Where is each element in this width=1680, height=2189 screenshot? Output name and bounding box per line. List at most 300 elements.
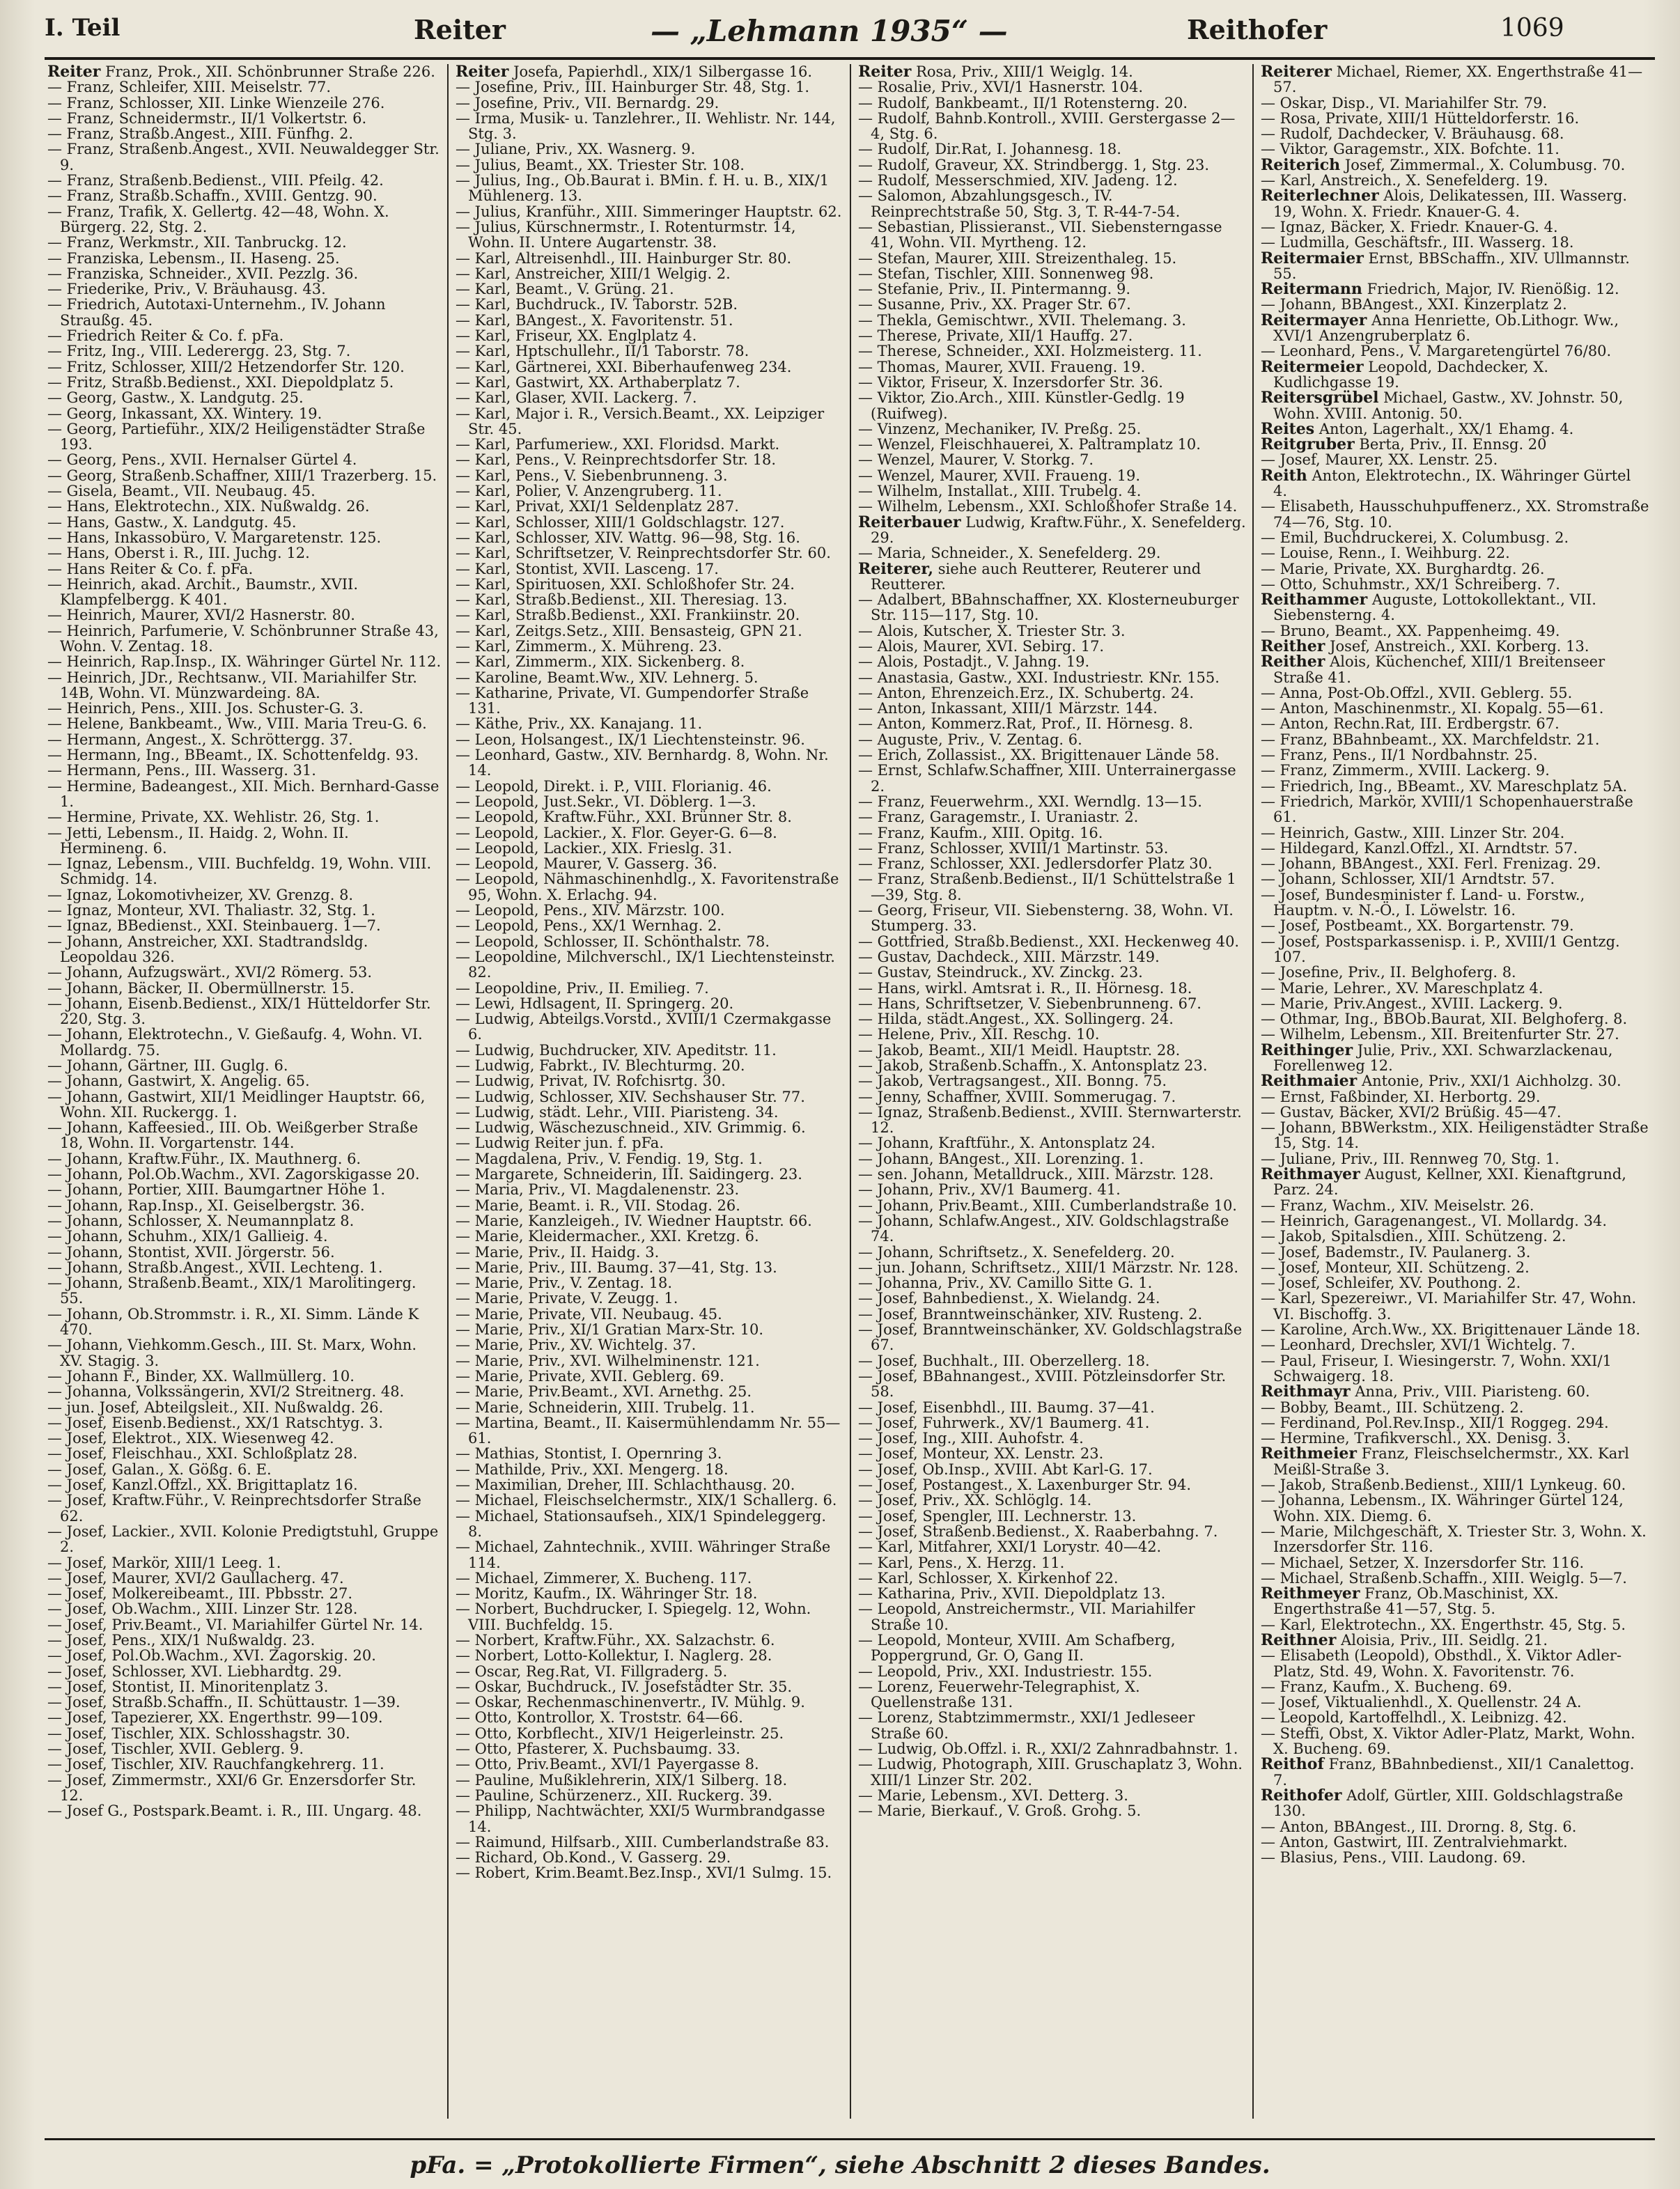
directory-entry: — Marie, Kleidermacher., XXI. Kretzg. 6. [456, 1228, 759, 1245]
directory-entry: — Johann, BBAngest., XXI. Kinzerplatz 2. [1261, 296, 1567, 313]
directory-entry: Reiterlechner Alois, Delikatessen, III. Wasserg. 19, Wohn. X. Friedr. Knauer-G. 4. [1261, 187, 1628, 220]
directory-entry: — Leonhard, Gastw., XIV. Bernhardg. 8, Wohn. Nr. 14. [456, 747, 829, 779]
directory-entry: — Friedrich Reiter & Co. f. pFa. [47, 327, 284, 345]
directory-entry: — Marie, Milchgeschäft, X. Triester Str. 3, Wohn. X. Inzersdorfer Str. 116. [1261, 1522, 1647, 1556]
directory-entry: — Gustav, Dachdeck., XIII. Märzstr. 149. [858, 948, 1160, 965]
directory-entry: Reitermaier Ernst, BBSchaffn., XIV. Ullmannstr. 55. [1261, 249, 1630, 282]
directory-entry: — Josef, Eisenb.Bedienst., XX/1 Ratschtyg. 3. [47, 1414, 383, 1431]
page-header [45, 10, 1655, 50]
directory-entry: — Karl, Schlosser, XIII/1 Goldschlagstr. 127. [456, 513, 785, 531]
directory-entry: — Josef, Maurer, XVI/2 Gaullacherg. 47. [47, 1569, 344, 1587]
directory-entry: — Josef, Galan., X. Gößg. 6. E. [47, 1460, 272, 1478]
directory-entry: — Josefine, Priv., VII. Bernardg. 29. [456, 94, 720, 111]
directory-entry: Reithmayr Anna, Priv., VIII. Piaristeng. 60. [1261, 1382, 1590, 1401]
directory-entry: — Bobby, Beamt., III. Schützeng. 2. [1261, 1399, 1524, 1416]
directory-entry: — Anton, Gastwirt, III. Zentralviehmarkt. [1261, 1833, 1568, 1851]
directory-entry: — Johann, BAngest., XII. Lorenzing. 1. [858, 1150, 1144, 1167]
directory-entry: — Josef, Straßenb.Bedienst., X. Raaberbahng. 7. [858, 1522, 1218, 1540]
directory-entry: — Irma, Musik- u. Tanzlehrer., II. Wehlistr. Nr. 144, Stg. 3. [456, 109, 836, 143]
directory-entry: — Josef, Branntweinschänker, XIV. Rusteng. 2. [858, 1305, 1203, 1323]
directory-entry: — Marie, Priv., XVI. Wilhelminenstr. 121. [456, 1352, 760, 1369]
part-label: I. Teil [45, 14, 120, 42]
directory-entry: — Josef, Fuhrwerk., XV/1 Baumerg. 41. [858, 1414, 1150, 1431]
directory-entry: — Josef, Priv.Beamt., VI. Mariahilfer Gürtel Nr. 14. [47, 1616, 423, 1633]
directory-entry: — Johann, Priv.Beamt., XIII. Cumberlandstraße 10. [858, 1197, 1237, 1214]
directory-entry: — Josef, Pol.Ob.Wachm., XVI. Zagorskig. 20. [47, 1647, 376, 1665]
directory-entry: — Friederike, Priv., V. Bräuhausg. 43. [47, 281, 326, 298]
directory-entry: — Anton, Rechn.Rat, III. Erdbergstr. 67. [1261, 715, 1560, 733]
directory-entry: — Josef, Buchhalt., III. Oberzellerg. 18. [858, 1352, 1150, 1369]
directory-entry: — Vinzenz, Mechaniker, IV. Preßg. 25. [858, 420, 1142, 437]
directory-entry: — Leopold, Kraftw.Führ., XXI. Brünner Str. 8. [456, 809, 792, 826]
directory-entry: — Karl, Friseur, XX. Englplatz 4. [456, 327, 697, 345]
directory-entry: — Karoline, Beamt.Ww., XIV. Lehnerg. 5. [456, 669, 759, 686]
directory-entry: — Elisabeth (Leopold), Obsthdl., X. Viktor Adler-Platz, Std. 49, Wohn. X. Favoritenstr. 76. [1261, 1647, 1622, 1680]
directory-entry: — Oskar, Rechenmaschinenvertr., IV. Mühlg. 9. [456, 1694, 805, 1711]
directory-entry: — Georg, Pens., XVII. Hernalser Gürtel 4. [47, 451, 357, 469]
directory-entry: — Georg, Partieführ., XIX/2 Heiligenstädter Straße 193. [47, 420, 426, 453]
directory-entry: — Marie, Priv.Angest., XVIII. Lackerg. 9. [1261, 995, 1563, 1012]
entry-columns [45, 64, 1655, 2119]
directory-entry: — Johann, Gärtner, III. Guglg. 6. [47, 1057, 288, 1074]
directory-entry: — Josef, Molkereibeamt., III. Pbbsstr. 27. [47, 1585, 353, 1603]
directory-entry: — Josef, Pens., XIX/1 Nußwaldg. 23. [47, 1631, 316, 1649]
directory-entry: — Richard, Ob.Kond., V. Gasserg. 29. [456, 1849, 731, 1867]
directory-entry: — Karl, Schlosser, XIV. Wattg. 96—98, Stg. 16. [456, 529, 800, 546]
directory-entry: — Auguste, Priv., V. Zentag. 6. [858, 731, 1082, 748]
directory-entry: — Rudolf, Dachdecker, V. Bräuhausg. 68. [1261, 125, 1564, 143]
directory-entry: — Franziska, Schneider., XVII. Pezzlg. 36. [47, 265, 359, 282]
directory-entry: — Karl, Stontist, XVII. Lasceng. 17. [456, 560, 719, 577]
directory-entry: — Johann, Eisenb.Bedienst., XIX/1 Hütteldorfer Str. 220, Stg. 3. [47, 995, 431, 1028]
directory-entry: — sen. Johann, Metalldruck., XIII. Märzstr. 128. [858, 1166, 1214, 1183]
directory-entry: — Karl, Zeitgs.Setz., XIII. Bensasteig, GPN 21. [456, 622, 802, 639]
directory-entry: Reiterich Josef, Zimmermal., X. Columbusg. 70. [1261, 155, 1626, 174]
directory-entry: — Juliane, Priv., III. Rennweg 70, Stg. 1. [1261, 1150, 1560, 1167]
directory-entry: — Oscar, Reg.Rat, VI. Fillgraderg. 5. [456, 1662, 728, 1680]
directory-entry: — Karl, Parfumeriew., XXI. Floridsd. Markt. [456, 436, 780, 453]
directory-entry: Reitermann Friedrich, Major, IV. Rienößig. 12. [1261, 280, 1619, 299]
directory-entry: — Elisabeth, Hausschuhpuffenerz., XX. Stromstraße 74—76, Stg. 10. [1261, 498, 1649, 531]
directory-entry: — Josef, Ing., XIII. Auhofstr. 4. [858, 1430, 1084, 1447]
directory-entry: — Karl, Zimmerm., X. Mühreng. 23. [456, 637, 722, 655]
directory-entry: — Johann, Elektrotechn., V. Gießaufg. 4, Wohn. VI. Mollardg. 75. [47, 1026, 423, 1059]
directory-entry: — Helene, Bankbeamt., Ww., VIII. Maria Treu-G. 6. [47, 715, 427, 733]
directory-entry: — Emil, Buchdruckerei, X. Columbusg. 2. [1261, 529, 1569, 546]
directory-entry: — Michael, Zahntechnik., XVIII. Währinger Straße 114. [456, 1538, 831, 1571]
directory-entry: — Hermann, Pens., III. Wasserg. 31. [47, 762, 316, 779]
directory-entry: Reithmayer August, Kellner, XXI. Kienaftgrund, Parz. 24. [1261, 1165, 1626, 1199]
directory-entry: — Susanne, Priv., XX. Prager Str. 67. [858, 296, 1131, 313]
directory-entry: — Thomas, Maurer, XVII. Fraueng. 19. [858, 358, 1146, 375]
directory-entry: — Hildegard, Kanzl.Offzl., XI. Arndtstr. 57. [1261, 839, 1578, 857]
directory-entry: — jun. Johann, Schriftsetz., XIII/1 Märzstr. Nr. 128. [858, 1259, 1239, 1276]
directory-entry: — Sebastian, Plissieranst., VII. Siebensterngasse 41, Wohn. VII. Myrtheng. 12. [858, 218, 1222, 251]
directory-entry: — Josef, Straßb.Schaffn., II. Schüttaustr. 1—39. [47, 1694, 400, 1711]
directory-entry: — Wenzel, Fleischhauerei, X. Paltramplatz 10. [858, 436, 1201, 453]
directory-entry: — Steffi, Obst, X. Viktor Adler-Platz, Markt, Wohn. X. Bucheng. 69. [1261, 1724, 1635, 1758]
directory-entry: — Rudolf, Dir.Rat, I. Johannesg. 18. [858, 141, 1121, 158]
directory-entry: — Karl, Straßb.Bedienst., XII. Theresiag. 13. [456, 591, 788, 609]
directory-entry: Reithner Aloisia, Priv., III. Seidlg. 21. [1261, 1630, 1548, 1649]
directory-entry: — Karl, Mitfahrer, XXI/1 Lorystr. 40—42. [858, 1538, 1162, 1556]
directory-entry: — Karl, Spirituosen, XXI. Schloßhofer Str. 24. [456, 575, 795, 593]
directory-entry: — Johann, Schlosser, X. Neumannplatz 8. [47, 1212, 355, 1229]
directory-entry: — Johann, Ob.Strommstr. i. R., XI. Simm. Lände K 470. [47, 1305, 419, 1339]
directory-entry: — Wilhelm, Lebensm., XII. Breitenfurter Str. 27. [1261, 1026, 1619, 1043]
directory-entry: — Hans, Schriftsetzer, V. Siebenbrunneng. 67. [858, 995, 1201, 1012]
directory-entry: — Johanna, Volkssängerin, XVI/2 Streitnerg. 48. [47, 1383, 405, 1401]
directory-entry: — Mathilde, Priv., XXI. Mengerg. 18. [456, 1460, 729, 1478]
directory-entry: — Josef, Spengler, III. Lechnerstr. 13. [858, 1507, 1137, 1525]
directory-entry: — Ludmilla, Geschäftsfr., III. Wasserg. 18. [1261, 234, 1574, 251]
directory-entry: — Jakob, Beamt., XII/1 Meidl. Hauptstr. 28. [858, 1041, 1181, 1059]
directory-entry: — Leopold, Monteur, XVIII. Am Schafberg, Poppergrund, Gr. O, Gang II. [858, 1631, 1176, 1665]
directory-entry: — Blasius, Pens., VIII. Laudong. 69. [1261, 1849, 1526, 1867]
directory-entry: — Josef, Tapezierer, XX. Engerthstr. 99—109. [47, 1709, 383, 1727]
directory-entry: — Georg, Gastw., X. Landgutg. 25. [47, 389, 304, 407]
directory-entry: — Oskar, Buchdruck., IV. Josefstädter Str. 35. [456, 1678, 792, 1695]
directory-entry: — Karl, Major i. R., Versich.Beamt., XX. Leipziger Str. 45. [456, 405, 825, 437]
directory-entry: — Wenzel, Maurer, V. Storkg. 7. [858, 451, 1094, 469]
directory-entry: — Karl, Polier, V. Anzengruberg. 11. [456, 483, 722, 500]
directory-entry: — Johann, Gastwirt, XII/1 Meidlinger Hauptstr. 66, Wohn. XII. Ruckergg. 1. [47, 1088, 426, 1121]
directory-entry: — Karl, BAngest., X. Favoritenstr. 51. [456, 311, 733, 329]
directory-entry: — Johann, Kaffeesied., III. Ob. Weißgerber Straße 18, Wohn. II. Vorgartenstr. 144. [47, 1119, 419, 1152]
directory-entry: — Josef, Elektrot., XIX. Wiesenweg 42. [47, 1430, 334, 1447]
directory-entry: — Jakob, Spitalsdien., XIII. Schützeng. 2. [1261, 1228, 1566, 1245]
directory-entry: Reitersgrübel Michael, Gastw., XV. Johnstr. 50, Wohn. XVIII. Antonig. 50. [1261, 389, 1624, 422]
directory-entry: Reiter Josefa, Papierhdl., XIX/1 Silbergasse 16. [456, 64, 813, 81]
directory-entry: — Heinrich, Garagenangest., VI. Mollardg. 34. [1261, 1212, 1608, 1229]
directory-entry: — Johann, Pol.Ob.Wachm., XVI. Zagorskigasse 20. [47, 1166, 420, 1183]
directory-entry: — Ludwig, Privat, IV. Rofchisrtg. 30. [456, 1073, 726, 1090]
directory-entry: — Hermine, Trafikverschl., XX. Denisg. 3. [1261, 1430, 1571, 1447]
directory-entry: — Ignaz, Bäcker, X. Friedr. Knauer-G. 4. [1261, 218, 1558, 235]
directory-entry: — Hermine, Badeangest., XII. Mich. Bernhard-Gasse 1. [47, 777, 440, 810]
directory-entry: — Heinrich, Gastw., XIII. Linzer Str. 204. [1261, 824, 1565, 841]
directory-entry: — Alois, Maurer, XVI. Sebirg. 17. [858, 637, 1105, 655]
directory-entry: — Philipp, Nachtwächter, XXI/5 Wurmbrandgasse 14. [456, 1802, 825, 1835]
directory-entry: — Leopold, Just.Sekr., VI. Döblerg. 1—3. [456, 793, 756, 810]
directory-entry: — Anton, Inkassant, XIII/1 Märzstr. 144. [858, 700, 1158, 717]
directory-entry: Reithmaier Antonie, Priv., XXI/1 Aichholzg. 30. [1261, 1072, 1621, 1091]
directory-entry: — Therese, Private, XII/1 Hauffg. 27. [858, 327, 1133, 345]
directory-entry: — Josef, Maurer, XX. Lenstr. 25. [1261, 451, 1498, 469]
directory-entry: — Magdalena, Priv., V. Fendig. 19, Stg. 1. [456, 1150, 763, 1167]
directory-entry: — Erich, Zollassist., XX. Brigittenauer Lände 58. [858, 747, 1220, 764]
directory-entry: — Karl, Schlosser, X. Kirkenhof 22. [858, 1569, 1119, 1587]
directory-entry: — Johann, Schuhm., XIX/1 Gallieig. 4. [47, 1228, 328, 1245]
directory-entry: — Stefan, Maurer, XIII. Streizenthaleg. 15. [858, 249, 1177, 267]
directory-entry: — Franziska, Lebensm., II. Haseng. 25. [47, 249, 340, 267]
directory-entry: — Johann, BBAngest., XXI. Ferl. Frenizag. 29. [1261, 855, 1601, 873]
directory-entry: — Karoline, Arch.Ww., XX. Brigittenauer Lände 18. [1261, 1321, 1641, 1339]
directory-entry: — Marie, Priv., XI/1 Gratian Marx-Str. 10. [456, 1321, 764, 1339]
directory-entry: — Otto, Priv.Beamt., XVI/1 Payergasse 8. [456, 1756, 759, 1773]
directory-entry: — Johann, Priv., XV/1 Baumerg. 41. [858, 1181, 1121, 1199]
directory-entry: — Ludwig, städt. Lehr., VIII. Piaristeng. 34. [456, 1103, 779, 1121]
directory-entry: — Lewi, Hdlsagent, II. Springerg. 20. [456, 995, 734, 1012]
directory-entry: — Marie, Lebensm., XVI. Detterg. 3. [858, 1786, 1128, 1804]
directory-entry: — Ignaz, Lebensm., VIII. Buchfeldg. 19, Wohn. VIII. Schmidg. 14. [47, 855, 432, 888]
directory-entry: — Johann, Portier, XIII. Baumgartner Höhe 1. [47, 1181, 386, 1199]
directory-entry: — Marie, Kanzleigeh., IV. Wiedner Hauptstr. 66. [456, 1212, 812, 1229]
directory-entry: — Otto, Kontrollor, X. Troststr. 64—66. [456, 1709, 743, 1727]
directory-entry: Reither Josef, Anstreich., XXI. Korberg. 13. [1261, 637, 1589, 655]
directory-entry: — Heinrich, JDr., Rechtsanw., VII. Mariahilfer Str. 14B, Wohn. VI. Münzwardeing. 8A. [47, 669, 417, 701]
directory-entry: — Hans, wirkl. Amtsrat i. R., II. Hörnesg. 18. [858, 979, 1192, 997]
directory-entry: — Heinrich, Parfumerie, V. Schönbrunner Straße 43, Wohn. V. Zentag. 18. [47, 622, 439, 655]
directory-entry: — Therese, Schneider., XXI. Holzmeisterg. 11. [858, 343, 1202, 360]
directory-entry: — Josef, Tischler, XVII. Geblerg. 9. [47, 1740, 304, 1758]
directory-entry: — Michael, Stationsaufseh., XIX/1 Spindeleggerg. 8. [456, 1507, 827, 1540]
directory-entry: — Ignaz, Straßenb.Bedienst., XVIII. Sternwarterstr. 12. [858, 1103, 1242, 1137]
directory-entry: — Johann, Kraftführ., X. Antonsplatz 24. [858, 1135, 1156, 1152]
directory-entry: Reither Alois, Küchenchef, XIII/1 Breitenseer Straße 41. [1261, 653, 1605, 686]
directory-entry: — Hermine, Private, XX. Wehlistr. 26, Stg. 1. [47, 809, 380, 826]
directory-entry: — Johann, Rap.Insp., XI. Geiselbergstr. 36. [47, 1197, 365, 1214]
directory-entry: — Marie, Beamt. i. R., VII. Stodag. 26. [456, 1197, 740, 1214]
directory-entry: — Leopold, Direkt. i. P., VIII. Florianig. 46. [456, 777, 772, 795]
directory-entry: — Franz, Kaufm., XIII. Opitg. 16. [858, 824, 1103, 841]
directory-entry: — Anastasia, Gastw., XXI. Industriestr. KNr. 155. [858, 669, 1220, 686]
directory-entry: — Georg, Friseur, VII. Siebensterng. 38, Wohn. VI. Stumperg. 33. [858, 902, 1234, 935]
directory-entry: — Leopold, Maurer, V. Gasserg. 36. [456, 855, 717, 873]
directory-entry: — Norbert, Buchdrucker, I. Spiegelg. 12, Wohn. VIII. Buchfeldg. 15. [456, 1600, 811, 1633]
directory-entry: Reiter Franz, Prok., XII. Schönbrunner Straße 226. [47, 64, 435, 81]
directory-entry: — Ignaz, Monteur, XVI. Thaliastr. 32, Stg. 1. [47, 902, 375, 919]
directory-entry: — Josef, Tischler, XIX. Schlosshagstr. 30. [47, 1724, 350, 1742]
directory-entry: Reitermeier Leopold, Dachdecker, X. Kudlichgasse 19. [1261, 357, 1549, 391]
directory-entry: — Franz, Garagemstr., I. Uraniastr. 2. [858, 809, 1139, 826]
directory-entry: — Johann, Aufzugswärt., XVI/2 Römerg. 53. [47, 964, 372, 981]
directory-entry: — Helene, Priv., XII. Reschg. 10. [858, 1026, 1100, 1043]
directory-entry: Reiter Rosa, Priv., XIII/1 Weiglg. 14. [858, 64, 1133, 81]
directory-entry: Reiterer, siehe auch Reutterer, Reuterer und Reutterer. [858, 559, 1201, 593]
directory-entry: Reithmeier Franz, Fleischselchermstr., XX. Karl Meißl-Straße 3. [1261, 1444, 1630, 1478]
directory-entry: — Katharine, Private, VI. Gumpendorfer Straße 131. [456, 684, 809, 717]
directory-entry: — Karl, Elektrotechn., XX. Engerthstr. 45, Stg. 5. [1261, 1616, 1626, 1633]
directory-entry: — Marie, Priv., XV. Wichtelg. 37. [456, 1337, 697, 1354]
directory-entry: — Michael, Fleischselchermstr., XIX/1 Schallerg. 6. [456, 1492, 837, 1509]
column-1 [45, 64, 447, 2119]
directory-entry: — Anton, BBAngest., III. Drorng. 8, Stg. 6. [1261, 1818, 1577, 1835]
directory-entry: — Ludwig, Photograph, XIII. Gruschaplatz 3, Wohn. XIII/1 Linzer Str. 202. [858, 1756, 1243, 1789]
directory-entry: — Martina, Beamt., II. Kaisermühlendamm Nr. 55—61. [456, 1414, 841, 1447]
directory-entry: — Ignaz, Lokomotivheizer, XV. Grenzg. 8. [47, 886, 354, 903]
directory-entry: — Johann, Kraftw.Führ., IX. Mauthnerg. 6. [47, 1150, 361, 1167]
publication-title: — „Lehmann 1935“ — [651, 14, 1008, 48]
directory-entry: Reitgruber Berta, Priv., II. Ennsg. 20 [1261, 435, 1547, 454]
directory-entry: — Karl, Glaser, XVII. Lackerg. 7. [456, 389, 697, 407]
directory-entry: — Louise, Renn., I. Weihburg. 22. [1261, 545, 1510, 562]
directory-entry: — Anton, Maschinenmstr., XI. Kopalg. 55—61. [1261, 700, 1604, 717]
directory-entry: — Karl, Hptschullehr., II/1 Taborstr. 78. [456, 343, 749, 360]
directory-entry: — Marie, Private, XX. Burghardtg. 26. [1261, 560, 1545, 577]
directory-entry: — Lorenz, Stabtzimmermstr., XXI/1 Jedleseer Straße 60. [858, 1709, 1195, 1742]
directory-entry: — Jakob, Straßenb.Bedienst., XIII/1 Lynkeug. 60. [1261, 1477, 1626, 1494]
directory-entry: — Ernst, Schlafw.Schaffner, XIII. Unterrainergasse 2. [858, 762, 1236, 795]
directory-entry: — Franz, Zimmerm., XVIII. Lackerg. 9. [1261, 762, 1550, 779]
directory-entry: — Karl, Gärtnerei, XXI. Biberhaufenweg 234. [456, 358, 792, 375]
directory-entry: — Leopold, Pens., XX/1 Wernhag. 2. [456, 917, 722, 935]
directory-entry: — Anna, Post-Ob.Offzl., XVII. Geblerg. 55. [1261, 684, 1573, 701]
page-footer: pFa. = „Protokollierte Firmen“, siehe Abschnitt 2 dieses Bandes. [410, 2151, 1270, 2179]
directory-entry: — Rudolf, Bankbeamt., II/1 Rotensterng. 20. [858, 94, 1188, 111]
directory-entry: — Josef, BBahnangest., XVIII. Pötzleinsdorfer Str. 58. [858, 1367, 1227, 1401]
directory-entry: — Leonhard, Drechsler, XVI/1 Wichtelg. 7. [1261, 1337, 1576, 1354]
directory-entry: — Johann, Bäcker, II. Obermüllnerstr. 15. [47, 979, 355, 997]
column-2 [447, 64, 850, 2119]
directory-entry: — Leopold, Anstreichermstr., VII. Mariahilfer Straße 10. [858, 1600, 1195, 1633]
directory-entry: — Johanna, Priv., XV. Camillo Sitte G. 1. [858, 1275, 1153, 1292]
right-guide-word: Reithofer [1187, 14, 1328, 45]
directory-entry: — Leopoldine, Priv., II. Emilieg. 7. [456, 979, 709, 997]
directory-entry: — Othmar, Ing., BBOb.Baurat, XII. Belghoferg. 8. [1261, 1011, 1628, 1028]
directory-entry: — Johann, Anstreicher, XXI. Stadtrandsldg. Leopoldau 326. [47, 933, 368, 965]
directory-entry: — Lorenz, Feuerwehr-Telegraphist, X. Quellenstraße 131. [858, 1678, 1140, 1711]
directory-entry: — Friedrich, Markör, XVIII/1 Schopenhauerstraße 61. [1261, 793, 1633, 826]
directory-entry: — Karl, Altreisenhdl., III. Hainburger Str. 80. [456, 249, 792, 267]
directory-entry: Reithammer Auguste, Lottokollektant., VII. Siebensterng. 4. [1261, 591, 1596, 624]
directory-entry: — Juliane, Priv., XX. Wasnerg. 9. [456, 141, 696, 158]
directory-entry: — Hermann, Ing., BBeamt., IX. Schottenfeldg. 93. [47, 747, 419, 764]
directory-entry: — Josef, Postangest., X. Laxenburger Str. 94. [858, 1477, 1192, 1494]
directory-entry: — Josef, Lackier., XVII. Kolonie Predigtstuhl, Gruppe 2. [47, 1522, 439, 1556]
directory-entry: — Oskar, Disp., VI. Mariahilfer Str. 79. [1261, 94, 1548, 111]
directory-entry: — Maria, Schneider., X. Senefelderg. 29. [858, 545, 1161, 562]
directory-entry: — Karl, Buchdruck., IV. Taborstr. 52B. [456, 296, 738, 313]
directory-entry: — Michael, Straßenb.Schaffn., XIII. Weiglg. 5—7. [1261, 1569, 1627, 1587]
directory-entry: — Marie, Private, V. Zeugg. 1. [456, 1290, 678, 1307]
directory-entry: — Marie, Schneiderin, XIII. Trubelg. 11. [456, 1399, 755, 1416]
directory-entry: — Viktor, Garagemstr., XIX. Bofchte. 11. [1261, 141, 1560, 158]
directory-entry: — Friedrich, Autotaxi-Unternehm., IV. Johann Straußg. 45. [47, 296, 386, 329]
directory-entry: — Josef, Monteur, XII. Schützeng. 2. [1261, 1259, 1530, 1276]
directory-entry: — Julius, Kranführ., XIII. Simmeringer Hauptstr. 62. [456, 203, 842, 220]
directory-entry: — Julius, Ing., Ob.Baurat i. BMin. f. H. u. B., XIX/1 Mühlenerg. 13. [456, 172, 830, 205]
directory-entry: — Maximilian, Dreher, III. Schlachthausg. 20. [456, 1477, 795, 1494]
directory-entry: — jun. Josef, Abteilgsleit., XII. Nußwaldg. 26. [47, 1399, 384, 1416]
directory-entry: — Ludwig, Buchdrucker, XIV. Apeditstr. 11. [456, 1041, 777, 1059]
directory-entry: — Josef, Schlosser, XVI. Liebhardtg. 29. [47, 1662, 342, 1680]
directory-entry: — Leopold, Priv., XXI. Industriestr. 155. [858, 1662, 1153, 1680]
directory-entry: — Mathias, Stontist, I. Opernring 3. [456, 1445, 722, 1463]
directory-entry: — Ernst, Faßbinder, XI. Herbortg. 29. [1261, 1088, 1541, 1105]
directory-entry: — Alois, Kutscher, X. Triester Str. 3. [858, 622, 1126, 639]
directory-entry: — Franz, Schlosser, XVIII/1 Martinstr. 53. [858, 839, 1169, 857]
directory-entry: — Karl, Pens., V. Reinprechtsdorfer Str. 18. [456, 451, 777, 469]
directory-entry: — Ludwig, Wäschezuschneid., XIV. Grimmig. 6. [456, 1119, 806, 1137]
directory-entry: — Leopold, Schlosser, II. Schönthalstr. 78. [456, 933, 770, 950]
directory-entry: — Alois, Postadjt., V. Jahng. 19. [858, 653, 1090, 671]
directory-entry: — Marie, Lehrer., XV. Mareschplatz 4. [1261, 979, 1543, 997]
directory-entry: — Maria, Priv., VI. Magdalenenstr. 23. [456, 1181, 740, 1199]
directory-entry: — Josef, Schleifer, XV. Pouthong. 2. [1261, 1275, 1521, 1292]
directory-entry: — Karl, Anstreich., X. Senefelderg. 19. [1261, 172, 1548, 189]
directory-entry: Reithofer Adolf, Gürtler, XIII. Goldschlagstraße 130. [1261, 1786, 1624, 1820]
directory-entry: — Michael, Zimmerer, X. Bucheng. 117. [456, 1569, 752, 1587]
directory-entry: — Johann, Straßenb.Beamt., XIX/1 Marolitingerg. 55. [47, 1275, 417, 1307]
directory-entry: — Franz, Schneidermstr., II/1 Volkertstr. 6. [47, 109, 367, 127]
directory-entry: — Leopold, Nähmaschinenhdlg., X. Favoritenstraße 95, Wohn. X. Erlachg. 94. [456, 871, 839, 903]
directory-entry: — Karl, Pens., V. Siebenbrunneng. 3. [456, 467, 728, 484]
directory-entry: — Johann F., Binder, XX. Wallmüllerg. 10. [47, 1367, 355, 1385]
directory-entry: — Pauline, Mußiklehrerin, XIX/1 Silberg. 18. [456, 1771, 788, 1789]
directory-entry: — Josef, Branntweinschänker, XV. Goldschlagstraße 67. [858, 1321, 1243, 1354]
directory-entry: — Marie, Priv.Beamt., XVI. Arnethg. 25. [456, 1383, 752, 1401]
directory-entry: — Johann, Schlosser, XII/1 Arndtstr. 57. [1261, 871, 1555, 888]
directory-entry: — Karl, Zimmerm., XIX. Sickenberg. 8. [456, 653, 745, 671]
directory-entry: — Leopold, Pens., XIV. Märzstr. 100. [456, 902, 725, 919]
directory-entry: — Franz, Straßb.Angest., XIII. Fünfhg. 2. [47, 125, 354, 143]
directory-entry: — Karl, Gastwirt, XX. Arthaberplatz 7. [456, 373, 740, 391]
directory-entry: — Franz, Werkmstr., XII. Tanbruckg. 12. [47, 234, 347, 251]
directory-entry: — Margarete, Schneiderin, III. Saidingerg. 23. [456, 1166, 802, 1183]
directory-entry: — Marie, Private, VII. Neubaug. 45. [456, 1305, 722, 1323]
column-4 [1252, 64, 1655, 2119]
directory-entry: — Leonhard, Pens., V. Margaretengürtel 76/80. [1261, 343, 1612, 360]
directory-entry: — Georg, Straßenb.Schaffner, XIII/1 Trazerberg. 15. [47, 467, 437, 484]
footer-rule [45, 2138, 1655, 2140]
directory-entry: — Katharina, Priv., XVII. Diepoldplatz 13. [858, 1585, 1166, 1603]
directory-entry: — Franz, Straßenb.Bedienst., II/1 Schüttelstraße 1—39, Stg. 8. [858, 871, 1236, 903]
directory-entry: — Hermann, Angest., X. Schröttergg. 37. [47, 731, 353, 748]
directory-entry: — Josef, Monteur, XX. Lenstr. 23. [858, 1445, 1104, 1463]
directory-entry: — Franz, Wachm., XIV. Meiselstr. 26. [1261, 1197, 1534, 1214]
directory-entry: — Josef, Kraftw.Führ., V. Reinprechtsdorfer Straße 62. [47, 1492, 421, 1525]
directory-entry: — Gisela, Beamt., VII. Neubaug. 45. [47, 483, 316, 500]
directory-entry: — Wilhelm, Lebensm., XXI. Schloßhofer Straße 14. [858, 498, 1238, 515]
directory-entry: — Josef, Eisenbhdl., III. Baumg. 37—41. [858, 1399, 1155, 1416]
directory-entry: — Johann, Stontist, XVII. Jörgerstr. 56. [47, 1243, 335, 1261]
directory-entry: — Marie, Priv., III. Baumg. 37—41, Stg. 13. [456, 1259, 777, 1276]
directory-entry: — Friedrich, Ing., BBeamt., XV. Mareschplatz 5A. [1261, 777, 1628, 795]
directory-entry: — Johanna, Lebensm., IX. Währinger Gürtel 124, Wohn. XIX. Diemg. 6. [1261, 1492, 1624, 1525]
directory-entry: Reiterer Michael, Riemer, XX. Engerthstraße 41—57. [1261, 64, 1643, 96]
directory-entry: — Franz, Straßenb.Angest., XVII. Neuwaldegger Str. 9. [47, 141, 440, 173]
directory-entry: — Jakob, Straßenb.Schaffn., X. Antonsplatz 23. [858, 1057, 1208, 1074]
directory-entry: — Julius, Kürschnermstr., I. Rotenturmstr. 14, Wohn. II. Untere Augartenstr. 38. [456, 218, 796, 251]
directory-entry: — Michael, Setzer, X. Inzersdorfer Str. 116. [1261, 1554, 1585, 1571]
directory-entry: — Käthe, Priv., XX. Kanajang. 11. [456, 715, 703, 733]
directory-entry: — Josef, Bademstr., IV. Paulanerg. 3. [1261, 1243, 1531, 1261]
directory-entry: — Leopold, Kartoffelhdl., X. Leibnizg. 42. [1261, 1709, 1567, 1727]
directory-entry: — Otto, Pfasterer, X. Puchsbaumg. 33. [456, 1740, 740, 1758]
directory-entry: — Josef, Bahnbedienst., X. Wielandg. 24. [858, 1290, 1160, 1307]
directory-entry: Reites Anton, Lagerhalt., XX/1 Ehamg. 4. [1261, 419, 1574, 438]
directory-entry: — Otto, Korbflecht., XIV/1 Heigerleinstr. 25. [456, 1724, 784, 1742]
directory-entry: — Jetti, Lebensm., II. Haidg. 2, Wohn. II. Hermineng. 6. [47, 824, 349, 857]
directory-entry: Reitermayer Anna Henriette, Ob.Lithogr. Ww., XVI/1 Anzengruberplatz 6. [1261, 311, 1619, 345]
directory-entry: — Heinrich, Rap.Insp., IX. Währinger Gürtel Nr. 112. [47, 653, 442, 671]
directory-entry: — Paul, Friseur, I. Wiesingerstr. 7, Wohn. XXI/1 Schwaigerg. 18. [1261, 1352, 1612, 1385]
directory-entry: Reiterbauer Ludwig, Kraftw.Führ., X. Senefelderg. 29. [858, 513, 1246, 546]
directory-entry: — Gustav, Steindruck., XV. Zinckg. 23. [858, 964, 1143, 981]
directory-entry: — Stefan, Tischler, XIII. Sonnenweg 98. [858, 265, 1154, 282]
directory-entry: — Josef, Postbeamt., XX. Borgartenstr. 79. [1261, 917, 1574, 935]
directory-entry: — Leopold, Lackier., X. Flor. Geyer-G. 6—8. [456, 824, 777, 841]
directory-entry: — Johann, Schriftsetz., X. Senefelderg. 20. [858, 1243, 1175, 1261]
directory-entry: — Fritz, Ing., VIII. Lederergg. 23, Stg. 7. [47, 343, 351, 360]
directory-entry: — Karl, Straßb.Bedienst., XXI. Frankiinstr. 20. [456, 607, 800, 624]
header-rule [45, 57, 1655, 60]
directory-entry: — Rudolf, Bahnb.Kontroll., XVIII. Gerstergasse 2—4, Stg. 6. [858, 109, 1236, 143]
directory-entry: — Marie, Priv., V. Zentag. 18. [456, 1275, 673, 1292]
directory-entry: — Franz, BBahnbeamt., XX. Marchfeldstr. 21. [1261, 731, 1600, 748]
directory-entry: — Franz, Straßb.Schaffn., XVIII. Gentzg. 90. [47, 187, 378, 205]
